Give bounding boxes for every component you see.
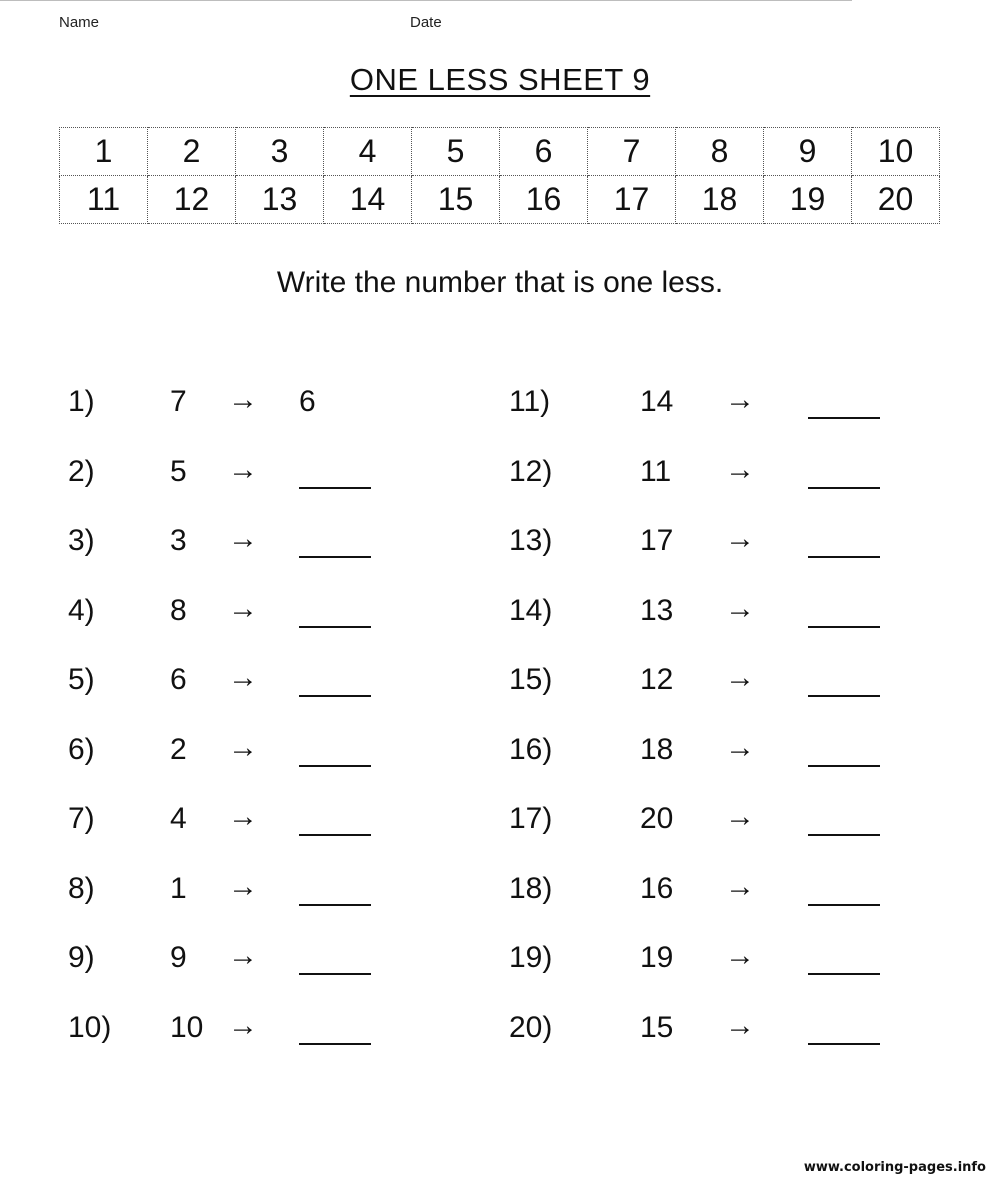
answer-blank <box>808 487 880 489</box>
problem-label: 3) <box>68 524 95 557</box>
problem-label: 11) <box>509 385 551 418</box>
right-arrow-icon: → <box>725 661 755 694</box>
problem-label: 19) <box>509 941 553 974</box>
right-arrow-icon: → <box>228 1008 258 1042</box>
answer-blank <box>299 904 371 906</box>
answer-blank <box>808 904 880 906</box>
problem-number: 1 <box>170 871 187 905</box>
grid-cell: 13 <box>236 176 324 224</box>
grid-cell: 2 <box>148 128 236 176</box>
right-arrow-icon: → <box>725 800 755 833</box>
problem-number: 9 <box>170 941 187 974</box>
right-arrow-icon: → <box>725 452 755 486</box>
problem-label: 10) <box>68 1010 112 1044</box>
grid-cell: 3 <box>236 128 324 176</box>
problem-label: 18) <box>509 871 553 905</box>
answer-blank <box>808 834 880 836</box>
problem-label: 1) <box>68 385 95 418</box>
worksheet-title: ONE LESS SHEET 9 <box>349 62 651 97</box>
right-arrow-icon: → <box>725 1008 755 1042</box>
answer-blank <box>808 695 880 697</box>
grid-cell: 15 <box>412 176 500 224</box>
problem-number: 16 <box>640 871 674 905</box>
problem-label: 17) <box>509 802 553 835</box>
grid-cell: 17 <box>588 176 676 224</box>
grid-cell: 1 <box>60 128 148 176</box>
problem-number: 5 <box>170 454 187 488</box>
problem-label: 7) <box>68 802 95 835</box>
problem-number: 17 <box>640 524 674 557</box>
answer-blank <box>299 626 371 628</box>
grid-cell: 14 <box>324 176 412 224</box>
problem-label: 8) <box>68 871 95 905</box>
problem-label: 13) <box>509 524 553 557</box>
problem-number: 8 <box>170 593 187 627</box>
right-arrow-icon: → <box>228 869 258 903</box>
right-arrow-icon: → <box>228 800 258 833</box>
grid-cell: 5 <box>412 128 500 176</box>
problem-label: 14) <box>509 593 553 627</box>
answer-text: 6 <box>299 385 316 418</box>
right-arrow-icon: → <box>725 730 755 764</box>
problem-number: 18 <box>640 732 674 766</box>
answer-blank <box>299 973 371 975</box>
right-arrow-icon: → <box>228 383 258 416</box>
problem-number: 4 <box>170 802 187 835</box>
grid-cell: 20 <box>852 176 940 224</box>
problem-label: 9) <box>68 941 95 974</box>
right-arrow-icon: → <box>228 522 258 555</box>
answer-blank <box>299 1043 371 1045</box>
right-arrow-icon: → <box>725 869 755 903</box>
problem-number: 14 <box>640 385 674 418</box>
date-label: Date <box>410 14 442 31</box>
answer-blank <box>808 973 880 975</box>
grid-cell: 11 <box>60 176 148 224</box>
problem-label: 12) <box>509 454 553 488</box>
problem-number: 12 <box>640 663 674 696</box>
right-arrow-icon: → <box>725 591 755 625</box>
instruction-text: Write the number that is one less. <box>276 266 724 299</box>
right-arrow-icon: → <box>228 730 258 764</box>
name-label: Name <box>59 14 100 31</box>
grid-cell: 7 <box>588 128 676 176</box>
problem-number: 20 <box>640 802 674 835</box>
answer-blank <box>299 695 371 697</box>
right-arrow-icon: → <box>228 939 258 972</box>
problem-number: 11 <box>640 454 672 488</box>
problem-number: 13 <box>640 593 674 627</box>
problem-number: 19 <box>640 941 674 974</box>
answer-blank <box>299 834 371 836</box>
answer-blank <box>299 765 371 767</box>
grid-cell: 16 <box>500 176 588 224</box>
right-arrow-icon: → <box>228 661 258 694</box>
grid-cell: 12 <box>148 176 236 224</box>
problem-number: 6 <box>170 663 187 696</box>
grid-cell: 8 <box>676 128 764 176</box>
problem-number: 10 <box>170 1010 204 1044</box>
right-arrow-icon: → <box>725 522 755 555</box>
problem-label: 5) <box>68 663 95 696</box>
right-arrow-icon: → <box>725 383 755 416</box>
problem-label: 15) <box>509 663 553 696</box>
problem-label: 6) <box>68 732 95 766</box>
answer-blank <box>808 417 880 419</box>
answer-blank <box>808 1043 880 1045</box>
problem-label: 20) <box>509 1010 553 1044</box>
grid-cell: 4 <box>324 128 412 176</box>
right-arrow-icon: → <box>725 939 755 972</box>
grid-cell: 19 <box>764 176 852 224</box>
grid-cell: 6 <box>500 128 588 176</box>
answer-blank <box>808 556 880 558</box>
answer-blank <box>808 765 880 767</box>
problem-label: 16) <box>509 732 553 766</box>
answer-blank <box>299 487 371 489</box>
right-arrow-icon: → <box>228 591 258 625</box>
grid-cell: 9 <box>764 128 852 176</box>
answer-blank <box>299 556 371 558</box>
problem-number: 3 <box>170 524 187 557</box>
grid-cell: 10 <box>852 128 940 176</box>
answer-blank <box>808 626 880 628</box>
problem-label: 4) <box>68 593 95 627</box>
problem-label: 2) <box>68 454 95 488</box>
problem-number: 15 <box>640 1010 674 1044</box>
problem-number: 2 <box>170 732 187 766</box>
right-arrow-icon: → <box>228 452 258 486</box>
grid-cell: 18 <box>676 176 764 224</box>
problem-number: 7 <box>170 385 187 418</box>
watermark-url: www.coloring-pages.info <box>803 1160 986 1175</box>
